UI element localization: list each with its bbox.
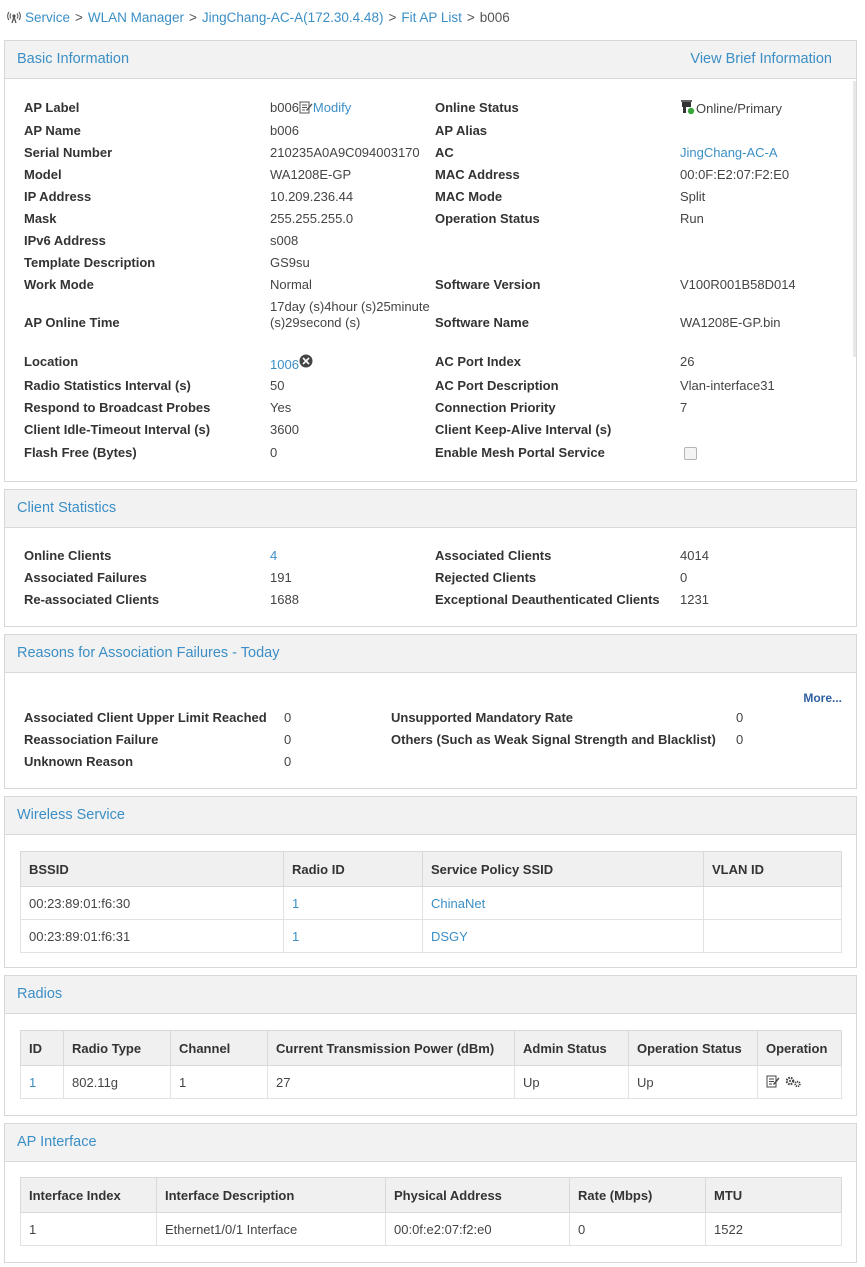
client-statistics-header [5,490,856,528]
cell-channel: 1 [171,1066,268,1099]
value-connection-priority: 7 [680,400,688,415]
radio-id-link[interactable]: 1 [292,928,300,944]
label-others-weak-signal: Others (Such as Weak Signal Strength and Blacklist) [391,732,716,747]
association-failures-panel [4,634,857,789]
cell-radio-id [284,887,423,920]
column-rate[interactable]: Rate (Mbps) [570,1178,706,1213]
label-serial-number: Serial Number [24,145,113,160]
label-rejected-clients: Rejected Clients [435,570,537,585]
label-exceptional-deauth-clients: Exceptional Deauthenticated Clients [435,592,660,607]
label-ap-label: AP Label [24,100,80,115]
value-ac-port-description: Vlan-interface31 [680,378,775,393]
label-client-keep-alive: Client Keep-Alive Interval (s) [435,422,612,437]
value-software-version: V100R001B58D014 [680,277,796,292]
value-work-mode: Normal [270,277,312,292]
value-reassociation-failure: 0 [284,732,292,747]
table-row [21,1066,842,1099]
ssid-link[interactable]: DSGY [431,928,468,944]
ac-link[interactable]: JingChang-AC-A [680,145,778,160]
radios-panel [4,975,857,1116]
breadcrumb-fit-ap-list[interactable]: Fit AP List [401,10,462,25]
label-ip-address: IP Address [24,189,92,204]
table-row [21,920,842,953]
client-statistics-panel [4,489,857,627]
label-operation-status: Operation Status [435,211,540,226]
label-connection-priority: Connection Priority [435,400,556,415]
cell-bssid: 00:23:89:01:f6:30 [21,887,284,920]
label-respond-broadcast-probes: Respond to Broadcast Probes [24,400,211,415]
label-mask: Mask [24,211,57,226]
label-ap-online-time: AP Online Time [24,315,120,330]
table-header-row [21,1031,842,1066]
value-rejected-clients: 0 [680,570,688,585]
breadcrumb-current: b006 [479,10,510,25]
basic-information-title: Basic Information [17,51,130,67]
edit-icon[interactable] [299,100,313,114]
breadcrumb-ac[interactable]: JingChang-AC-A(172.30.4.48) [201,10,384,25]
cell-operation [758,1066,842,1099]
cell-physical-address: 00:0f:e2:07:f2:e0 [386,1213,570,1246]
label-mac-mode: MAC Mode [435,189,503,204]
cell-mtu: 1522 [706,1213,842,1246]
value-ip-address: 10.209.236.44 [270,189,354,204]
cell-radio-id [284,920,423,953]
cell-ssid [423,920,704,953]
breadcrumb: Service > WLAN Manager > JingChang-AC-A(172.30.4.48) > Fit AP List > b006 [6,8,510,28]
value-mac-mode: Split [680,189,706,204]
column-id[interactable]: ID [21,1031,64,1066]
table-row [21,887,842,920]
label-ap-name: AP Name [24,123,81,138]
label-client-idle-timeout: Client Idle-Timeout Interval (s) [24,422,211,437]
column-service-policy-ssid[interactable]: Service Policy SSID [423,852,704,887]
radios-title: Radios [17,986,63,1002]
label-software-name: Software Name [435,315,529,330]
cell-bssid: 00:23:89:01:f6:31 [21,920,284,953]
basic-information-panel [4,40,857,482]
mesh-portal-checkbox-box[interactable] [684,447,697,460]
association-failures-header [5,635,856,673]
value-ap-online-time: 17day (s)4hour (s)25minute (s)29second (s) [270,299,430,330]
value-ipv6-address: s008 [270,233,299,248]
label-ap-alias: AP Alias [435,123,488,138]
label-radio-statistics-interval: Radio Statistics Interval (s) [24,378,191,393]
label-ac-port-index: AC Port Index [435,354,521,369]
value-flash-free: 0 [270,445,278,460]
basic-information-header [5,41,856,79]
label-unsupported-mandatory-rate: Unsupported Mandatory Rate [391,710,574,725]
online-status-text: Online/Primary [696,101,782,116]
view-brief-information-link[interactable]: View Brief Information [690,51,832,67]
delete-location-icon[interactable] [299,354,313,372]
column-mtu[interactable]: MTU [706,1178,842,1213]
label-ac-port-description: AC Port Description [435,378,559,393]
ssid-link[interactable]: ChinaNet [431,895,486,911]
ap-interface-title: AP Interface [17,1134,97,1150]
wireless-service-header [5,797,856,835]
modify-link[interactable]: Modify [312,100,352,115]
column-bssid[interactable]: BSSID [21,852,284,887]
value-location [270,354,313,373]
cell-id [21,1066,64,1099]
breadcrumb-service[interactable]: Service [25,10,71,25]
table-row [21,1213,842,1246]
radios-table [20,1030,842,1099]
label-reassociation-failure: Reassociation Failure [24,732,159,747]
cell-rate: 0 [570,1213,706,1246]
value-exceptional-deauth-clients: 1231 [680,592,709,607]
label-mac-address: MAC Address [435,167,520,182]
value-unsupported-mandatory-rate: 0 [736,710,744,725]
value-template-description: GS9su [270,255,310,270]
label-model: Model [24,167,62,182]
label-ac: AC [435,145,454,160]
ap-label-text: b006 [270,100,299,115]
column-operation: Operation [758,1031,842,1066]
column-transmission-power[interactable]: Current Transmission Power (dBm) [268,1031,515,1066]
location-link[interactable]: 1006 [270,357,299,372]
value-reassociated-clients: 1688 [270,592,299,607]
value-radio-statistics-interval: 50 [270,378,285,393]
mesh-portal-checkbox[interactable] [684,445,697,461]
value-ac-port-index: 26 [680,354,695,369]
column-interface-index[interactable]: Interface Index [21,1178,157,1213]
ap-interface-panel [4,1123,857,1263]
label-reassociated-clients: Re-associated Clients [24,592,160,607]
label-location: Location [24,354,79,369]
ap-interface-table [20,1177,842,1246]
value-ap-label [270,100,351,116]
column-vlan-id[interactable]: VLAN ID [704,852,842,887]
column-radio-id[interactable]: Radio ID [284,852,423,887]
online-clients-link[interactable]: 4 [270,548,278,563]
value-online-status [680,99,782,119]
cell-radio-type: 802.11g [64,1066,171,1099]
value-client-idle-timeout: 3600 [270,422,299,437]
ap-interface-header [5,1124,856,1162]
client-statistics-title: Client Statistics [17,500,117,516]
table-header-row [21,1178,842,1213]
breadcrumb-wlan-manager[interactable]: WLAN Manager [87,10,184,25]
table-header-row [21,852,842,887]
edit-icon[interactable] [766,1074,781,1091]
wireless-service-panel [4,796,857,968]
value-ap-name: b006 [270,123,299,138]
column-channel[interactable]: Channel [171,1031,268,1066]
label-work-mode: Work Mode [24,277,94,292]
radio-id-link[interactable]: 1 [292,895,300,911]
association-failures-title: Reasons for Association Failures - Today [17,645,280,661]
radio-id-link[interactable]: 1 [29,1074,37,1090]
value-mac-address: 00:0F:E2:07:F2:E0 [680,167,790,182]
value-model: WA1208E-GP [270,167,352,182]
more-link[interactable]: More... [803,691,842,705]
value-associated-clients: 4014 [680,548,709,563]
column-operation-status[interactable]: Operation Status [629,1031,758,1066]
label-associated-clients: Associated Clients [435,548,552,563]
cell-ssid [423,887,704,920]
wireless-service-title: Wireless Service [17,807,125,823]
scrollbar[interactable] [853,81,856,357]
cell-transmission-power: 27 [268,1066,515,1099]
cell-admin-status: Up [515,1066,629,1099]
label-associated-failures: Associated Failures [24,570,147,585]
label-software-version: Software Version [435,277,541,292]
value-operation-status: Run [680,211,704,226]
label-online-clients: Online Clients [24,548,112,563]
column-radio-type[interactable]: Radio Type [64,1031,171,1066]
value-respond-broadcast-probes: Yes [270,400,292,415]
cell-vlan-id [704,887,842,920]
value-client-upper-limit: 0 [284,710,292,725]
value-unknown-reason: 0 [284,754,292,769]
value-associated-failures: 191 [270,570,292,585]
ap-online-icon [680,99,696,119]
cell-operation-status: Up [629,1066,758,1099]
value-serial-number: 210235A0A9C094003170 [270,145,420,160]
label-ipv6-address: IPv6 Address [24,233,106,248]
cell-interface-index: 1 [21,1213,157,1246]
gear-icon[interactable] [785,1076,802,1091]
column-admin-status[interactable]: Admin Status [515,1031,629,1066]
wireless-service-table [20,851,842,953]
label-unknown-reason: Unknown Reason [24,754,134,769]
value-others-weak-signal: 0 [736,732,744,747]
wireless-icon [6,10,22,24]
value-mask: 255.255.255.0 [270,211,354,226]
label-enable-mesh-portal: Enable Mesh Portal Service [435,445,605,460]
label-client-upper-limit: Associated Client Upper Limit Reached [24,710,267,725]
value-software-name: WA1208E-GP.bin [680,315,781,330]
column-physical-address[interactable]: Physical Address [386,1178,570,1213]
column-interface-description[interactable]: Interface Description [157,1178,386,1213]
cell-interface-description: Ethernet1/0/1 Interface [157,1213,386,1246]
label-flash-free: Flash Free (Bytes) [24,445,137,460]
label-online-status: Online Status [435,100,519,115]
cell-vlan-id [704,920,842,953]
radios-header [5,976,856,1014]
label-template-description: Template Description [24,255,156,270]
